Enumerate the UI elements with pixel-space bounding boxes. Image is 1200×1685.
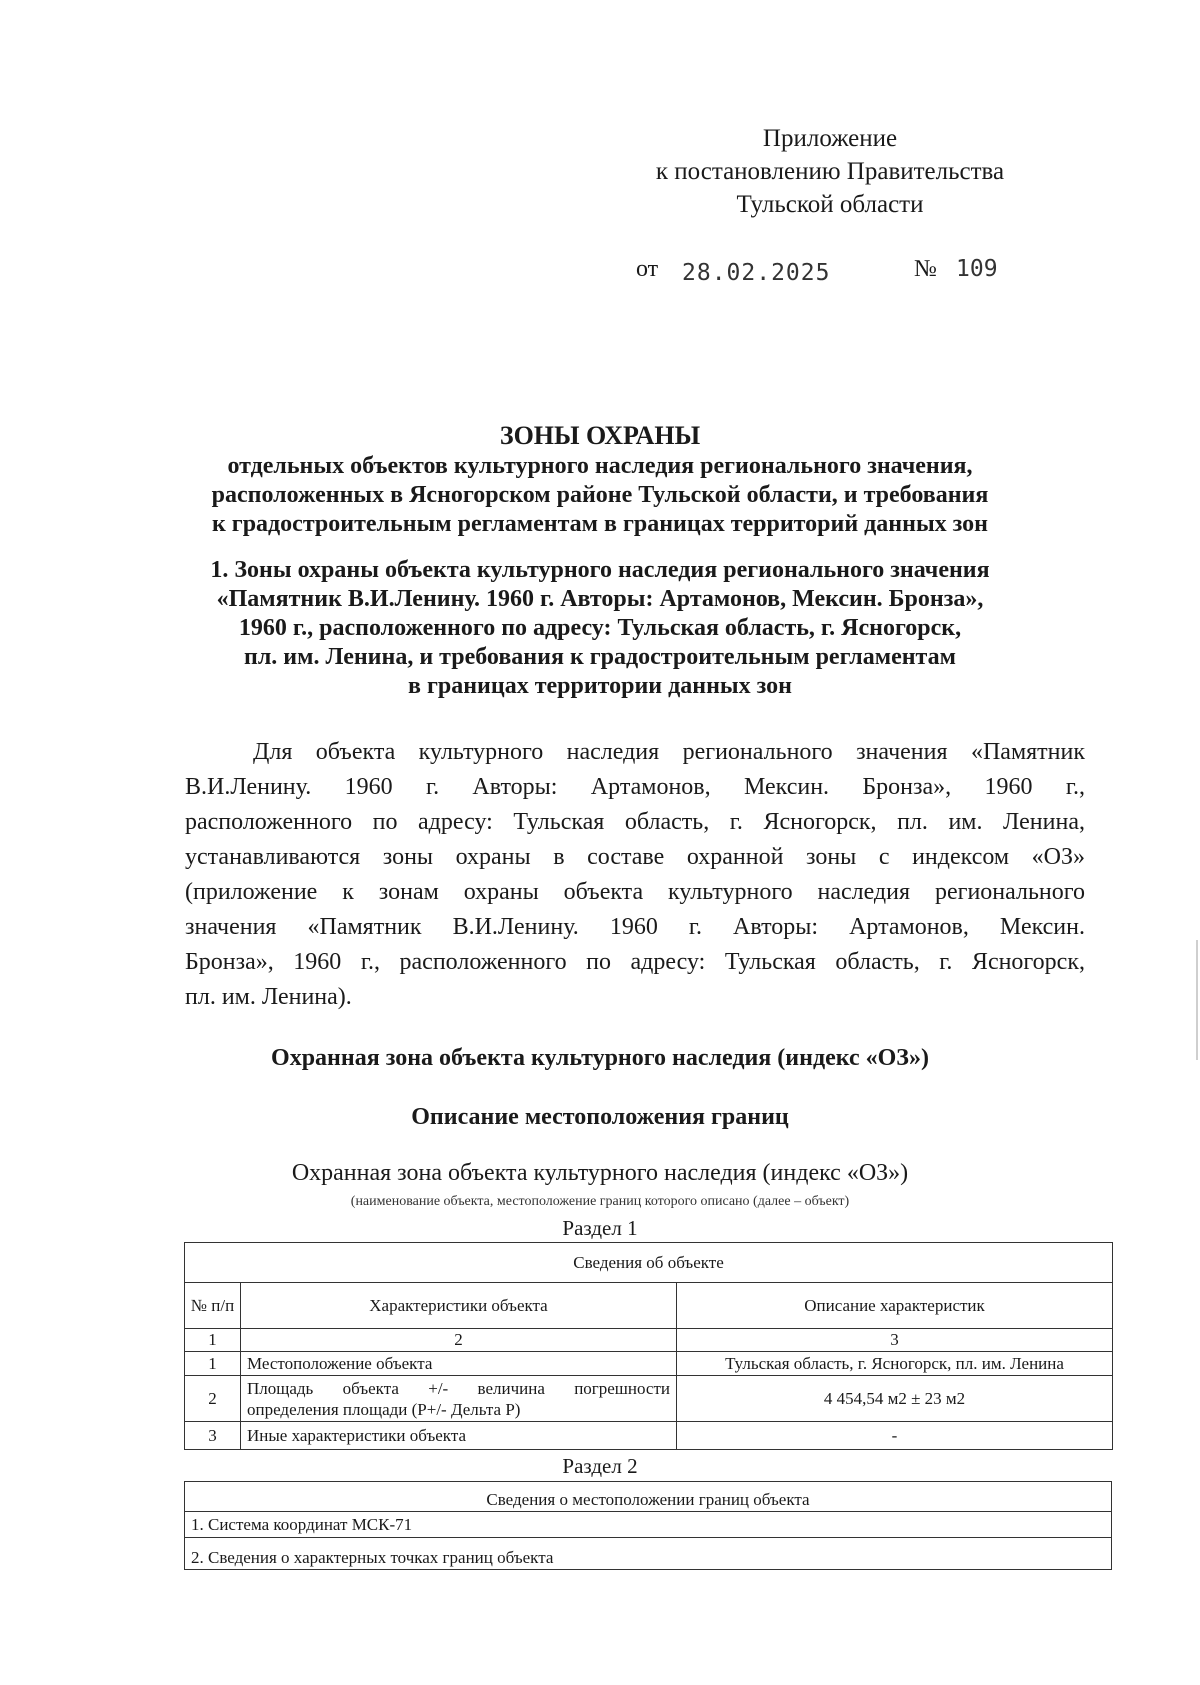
main-title: ЗОНЫ ОХРАНЫ bbox=[499, 421, 701, 450]
annex-line-2: к постановлению Правительства bbox=[655, 158, 1005, 185]
table-row bbox=[185, 1376, 1113, 1422]
paragraph-line: пл. им. Ленина). bbox=[185, 984, 352, 1010]
row-characteristic-line: Площадь объекта +/- величина погрешности bbox=[247, 1378, 670, 1398]
paragraph-line: расположенного по адресу: Тульская область, г. Ясногорск, пл. им. Ленина, bbox=[185, 809, 1085, 835]
subtitle bbox=[150, 452, 1050, 539]
characteristic-points-row: 2. Сведения о характерных точках границ объекта bbox=[185, 1538, 1112, 1570]
paragraph-line: значения «Памятник В.И.Ленину. 1960 г. Авторы: Артамонов, Мексин. bbox=[185, 914, 1085, 940]
document-date: 28.02.2025 bbox=[682, 260, 831, 286]
table-title: Сведения об объекте bbox=[185, 1243, 1113, 1283]
document-number: 109 bbox=[956, 256, 998, 282]
header-number: № п/п bbox=[185, 1283, 241, 1329]
protected-zone-heading: Охранная зона объекта культурного наследия (индекс «ОЗ») bbox=[271, 1045, 929, 1071]
column-number: 1 bbox=[185, 1329, 241, 1352]
section-1-title-line: 1960 г., расположенного по адресу: Тульская область, г. Ясногорск, bbox=[238, 615, 962, 641]
paragraph-line: Для объекта культурного наследия регионального значения «Памятник bbox=[253, 739, 1085, 765]
scan-edge-mark bbox=[1196, 940, 1198, 1060]
table-row bbox=[185, 1538, 1112, 1570]
subtitle-line: к градостроительным регламентам в границах территорий данных зон bbox=[211, 511, 989, 537]
table-row bbox=[185, 1352, 1113, 1376]
date-and-number bbox=[636, 256, 1016, 290]
borders-info-table bbox=[184, 1481, 1112, 1570]
object-name-caption: (наименование объекта, местоположение границ которого описано (далее – объект) bbox=[350, 1194, 850, 1209]
row-number: 2 bbox=[185, 1376, 241, 1422]
coordinate-system-row: 1. Система координат МСК-71 bbox=[185, 1512, 1112, 1538]
header-characteristics: Характеристики объекта bbox=[241, 1283, 677, 1329]
paragraph-line: (приложение к зонам охраны объекта культурного наследия регионального bbox=[185, 879, 1085, 905]
section-1-title-line: в границах территории данных зон bbox=[408, 673, 792, 699]
row-characteristic-line: определения площади (P+/- Дельта P) bbox=[247, 1399, 521, 1419]
table-row bbox=[185, 1422, 1113, 1450]
annex-line-1: Приложение bbox=[762, 125, 898, 152]
section-1-title-line: «Памятник В.И.Ленину. 1960 г. Авторы: Артамонов, Мексин. Бронза», bbox=[216, 586, 984, 612]
table-row bbox=[185, 1512, 1112, 1538]
section-1-title-line: пл. им. Ленина, и требования к градостроительным регламентам bbox=[244, 644, 956, 670]
row-description: Тульская область, г. Ясногорск, пл. им. Ленина bbox=[677, 1352, 1113, 1376]
date-prefix: от bbox=[636, 256, 659, 282]
section-1-label: Раздел 1 bbox=[562, 1216, 638, 1240]
section-2-label: Раздел 2 bbox=[562, 1454, 638, 1478]
title-block bbox=[150, 420, 1050, 701]
paragraph-line: Бронза», 1960 г., расположенного по адресу: Тульская область, г. Ясногорск, bbox=[185, 949, 1085, 975]
row-characteristic: Местоположение объекта bbox=[241, 1352, 677, 1376]
number-sign: № bbox=[914, 256, 937, 282]
body-paragraph bbox=[185, 735, 1085, 1015]
paragraph-line: устанавливаются зоны охраны в составе охранной зоны с индексом «ОЗ» bbox=[185, 844, 1085, 870]
borders-description-heading: Описание местоположения границ bbox=[411, 1104, 789, 1130]
object-name: Охранная зона объекта культурного наследия (индекс «ОЗ») bbox=[291, 1160, 909, 1186]
column-number: 2 bbox=[241, 1329, 677, 1352]
annex-header bbox=[610, 122, 1050, 221]
row-characteristic: Иные характеристики объекта bbox=[241, 1422, 677, 1450]
table-title: Сведения о местоположении границ объекта bbox=[185, 1482, 1112, 1512]
row-characteristic bbox=[241, 1376, 677, 1422]
row-number: 1 bbox=[185, 1352, 241, 1376]
object-info-table bbox=[184, 1242, 1113, 1450]
paragraph-line: В.И.Ленину. 1960 г. Авторы: Артамонов, Мексин. Бронза», 1960 г., bbox=[185, 774, 1085, 800]
header-description: Описание характеристик bbox=[677, 1283, 1113, 1329]
row-number: 3 bbox=[185, 1422, 241, 1450]
row-description: 4 454,54 м2 ± 23 м2 bbox=[677, 1376, 1113, 1422]
annex-line-3: Тульской области bbox=[736, 191, 924, 218]
section-1-title bbox=[150, 556, 1050, 701]
column-number: 3 bbox=[677, 1329, 1113, 1352]
subtitle-line: расположенных в Ясногорском районе Тульской области, и требования bbox=[211, 482, 989, 508]
subtitle-line: отдельных объектов культурного наследия регионального значения, bbox=[227, 453, 973, 479]
section-1-title-line: 1. Зоны охраны объекта культурного наследия регионального значения bbox=[210, 557, 990, 583]
row-description: - bbox=[677, 1422, 1113, 1450]
